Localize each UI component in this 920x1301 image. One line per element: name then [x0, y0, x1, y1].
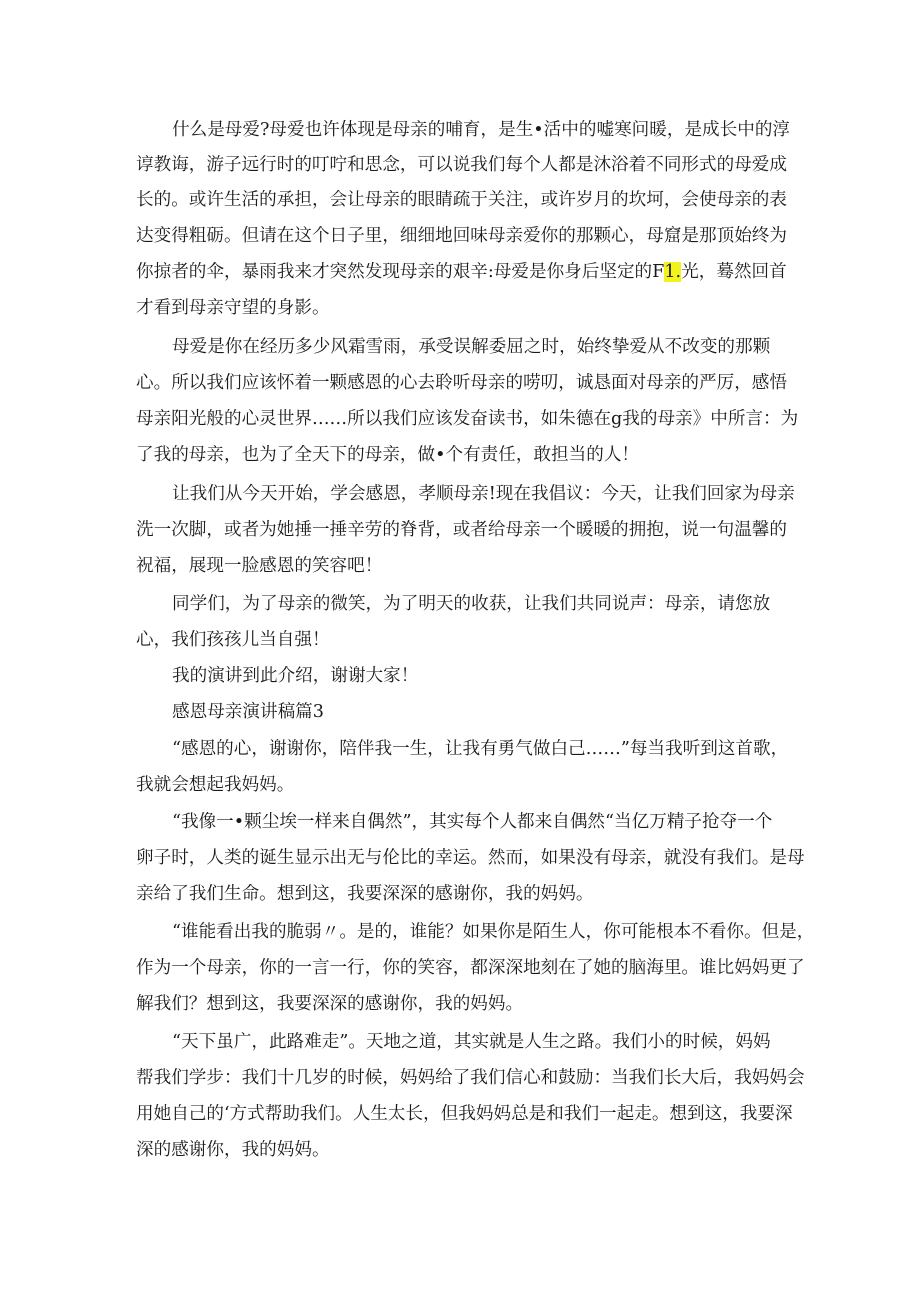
text-line: 母爱是你在经历多少风霜雪雨，承受误解委屈之时，始终挚爱从不改变的那颗: [172, 337, 771, 357]
text-line: 帮我们学步：我们十几岁的时候，妈妈给了我们信心和鼓励：当我们长大后，我妈妈会: [136, 1068, 805, 1088]
text-line: 达变得粗砺。但请在这个日子里，细细地回味母亲爱你的那颗心，母窟是那顶始终为: [136, 226, 787, 246]
text-line: 用她自己的‘方式帮助我们。人生太长，但我妈妈总是和我们一起走。想到这，我要深: [136, 1104, 793, 1124]
text-line: 长的。或许生活的承担，会让母亲的眼睛疏于关注，或许岁月的坎坷，会使母亲的表: [136, 190, 787, 210]
text-segment: 你掠者的伞，暴雨我来才突然发现母亲的艰辛:母爱是你身后坚定的F: [136, 262, 665, 282]
text-line: 洗一次脚，或者为她捶一捶辛劳的脊背，或者给母亲一个暖暖的拥抱，说一句温馨的: [136, 520, 787, 540]
text-line: 深的感谢你，我的妈妈。: [136, 1140, 330, 1160]
text-line: 才看到母亲守望的身影。: [136, 298, 330, 318]
text-line: 亲给了我们生命。想到这，我要深深的感谢你，我的妈妈。: [136, 884, 594, 904]
text-line-with-highlight: [136, 260, 787, 284]
text-line: 我就会想起我妈妈。: [136, 775, 295, 795]
text-line: 我的演讲到此介绍，谢谢大家！: [172, 666, 419, 686]
text-line: “我像一•颗尘埃一样来自偶然”，其实每个人都来自偶然“当亿万精子抢夺一个: [172, 812, 773, 832]
section-heading: 感恩母亲演讲稿篇3: [172, 702, 324, 722]
text-line: 谆教诲，游子远行时的叮咛和思念，可以说我们每个人都是沐浴着不同形式的母爱成: [136, 155, 787, 175]
text-line: 心。所以我们应该怀着一颗感恩的心去聆听母亲的唠叨，诚恳面对母亲的严厉，感悟: [136, 373, 787, 393]
text-segment: 光，蓦然回首: [681, 262, 787, 282]
text-line: “天下虽广，此路难走”。天地之道，其实就是人生之路。我们小的时候，妈妈: [172, 1032, 771, 1052]
text-line: 卵子时，人类的诞生显示出无与伦比的幸运。然而，如果没有母亲，就没有我们。是母: [136, 848, 805, 868]
text-line: 母亲阳光般的心灵世界……所以我们应该发奋读书，如朱德在g我的母亲》中所言：为: [136, 409, 799, 429]
text-line: 了我的母亲，也为了全天下的母亲，做•个有责任，敢担当的人！: [136, 445, 640, 465]
text-line: 什么是母爱?母爱也许体现是母亲的哺育，是生•活中的嘘寒问暖，是成长中的淳: [172, 120, 791, 140]
text-line: 心，我们孩孩儿当自强！: [136, 630, 330, 650]
highlighted-text: 1.: [664, 262, 682, 282]
text-line: 同学们，为了母亲的微笑，为了明天的收获，让我们共同说声：母亲，请您放: [172, 594, 771, 614]
text-line: “感恩的心，谢谢你，陪伴我一生，让我有勇气做白己……”每当我听到这首歌，: [172, 739, 789, 759]
text-line: 解我们？想到这，我要深深的感谢你，我的妈妈。: [136, 994, 524, 1014]
text-line: “谁能看出我的脆弱〃。是的，谁能？如果你是陌生人，你可能根本不看你。但是，: [172, 922, 815, 942]
text-line: 作为一个母亲，你的一言一行，你的笑容，都深深地刻在了她的脑海里。谁比妈妈更了: [136, 958, 805, 978]
text-line: 祝福，展现一脸感恩的笑容吧！: [136, 556, 383, 576]
text-line: 让我们从今天开始，学会感恩，孝顺母亲!现在我倡议：今天，让我们回家为母亲: [172, 484, 795, 504]
